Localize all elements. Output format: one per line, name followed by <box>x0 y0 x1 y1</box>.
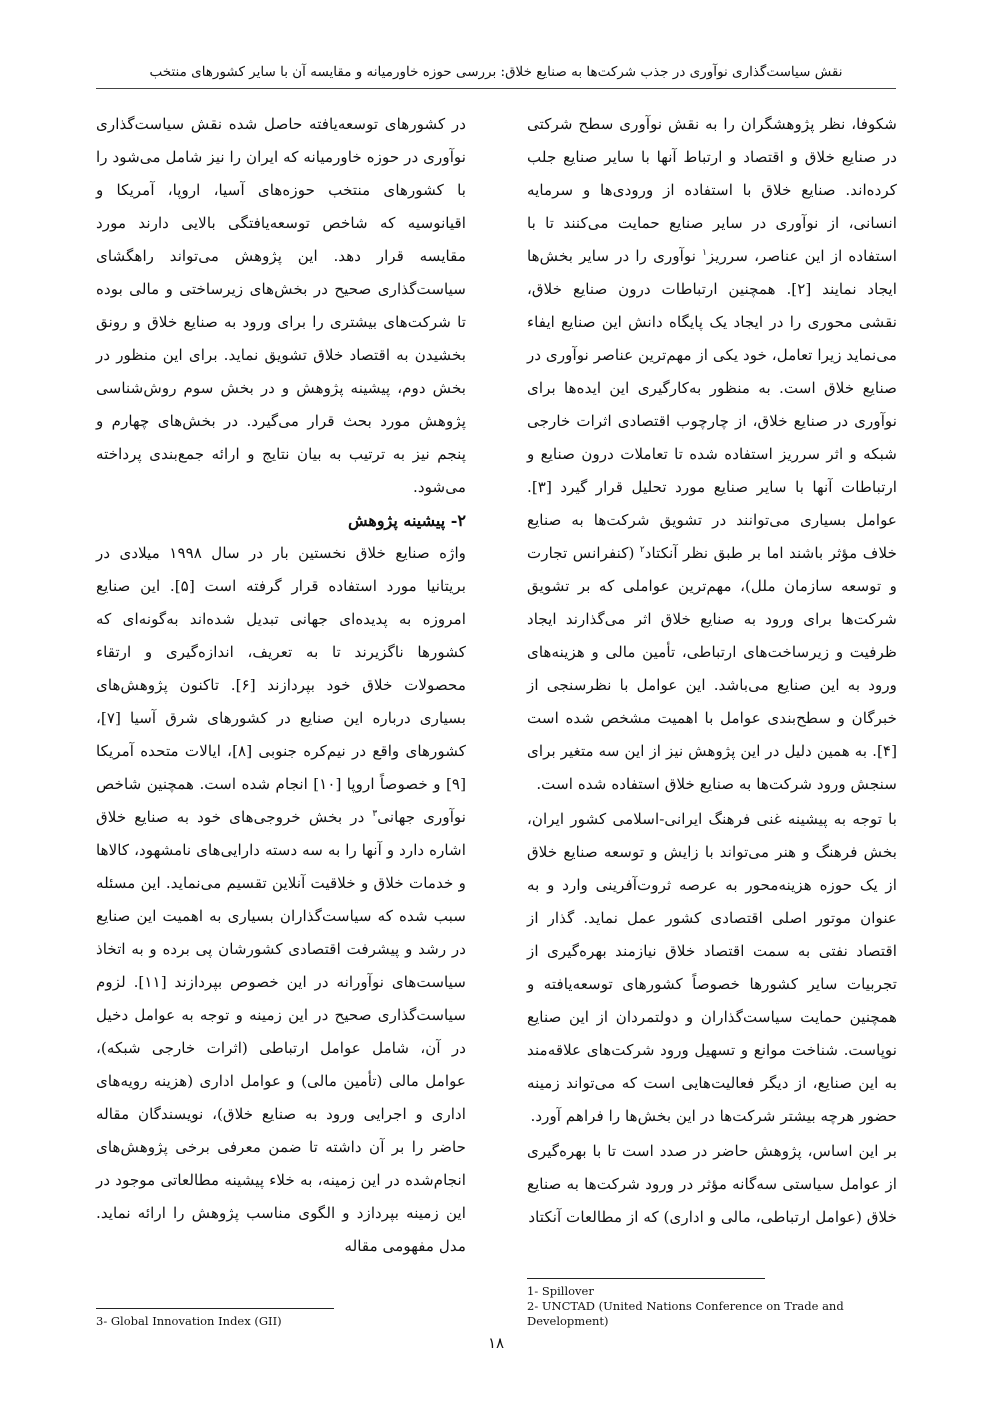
paragraph-text: (کنفرانس تجارت و توسعه سازمان ملل)، مهم‌ترین عواملی که بر تشویق شرکت‌ها برای ورود به صنایع خلاق اثر می‌گذارند ایجاد ظرفیت و زیرساخت‌های ارتباطی، تأمین مالی و هزینه‌های ورود به این صنایع می‌باشد. این عوامل با نظرسنجی از خبرگان و سطح‌بندی عوامل با اهمیت مشخص شده است [۴]. به همین دلیل در این پژوهش نیز از این سه متغیر برای سنجش ورود شرکت‌ها به صنایع خلاق استفاده شده است. <box>527 544 897 793</box>
paragraph: با توجه به پیشینه غنی فرهنگ ایرانی-اسلامی کشور ایران، بخش فرهنگ و هنر می‌تواند با زایش و توسعه صنایع خلاق از یک حوزه هزینه‌محور به عرصه ثروت‌آفرینی وارد و به عنوان موتور اصلی اقتصادی کشور عمل نماید. گذار از اقتصاد نفتی به سمت اقتصاد خلاق نیازمند بهره‌گیری از تجربیات سایر کشورها خصوصاً کشورهای توسعه‌یافته و همچنین حمایت سیاست‌گذاران و دولتمردان از این صنایع نوپاست. شناخت موانع و تسهیل ورود شرکت‌های علاقه‌مند به این صنایع، از دیگر فعالیت‌هایی است که می‌تواند زمینه حضور هرچه بیشتر شرکت‌ها در این بخش‌ها را فراهم آورد. <box>527 810 897 1125</box>
left-column <box>96 108 466 1263</box>
footnote: 2- UNCTAD (United Nations Conference on Trade and Development) <box>527 1299 844 1328</box>
header-rule <box>96 88 896 89</box>
footnote: 3- Global Innovation Index (GII) <box>96 1314 282 1328</box>
section-title: ۲- پیشینه پژوهش <box>347 511 466 530</box>
footnotes-right <box>527 1284 857 1329</box>
paragraph-text: نوآوری را در سایر بخش‌ها ایجاد نمایند [۲]. همچنین ارتباطات درون صنایع خلاق، نقشی محوری را در ایجاد یک پایگاه دانش این صنایع ایفاء می‌نماید زیرا تعامل، خود یکی از مهم‌ترین عناصر نوآوری در صنایع خلاق است. به منظور به‌کارگیری این ایده‌ها برای نوآوری در صنایع خلاق، از چارچوب اقتصادی اثرات خارجی شبکه و اثر سرریز استفاده شده تا تعاملات درون صنایع و ارتباطات آنها با سایر صنایع مورد تحلیل قرار گیرد [۳]. عوامل بسیاری می‌توانند در تشویق شرکت‌ها به صنایع خلاف مؤثر باشند اما بر طبق نظر آنکتاد <box>527 247 897 562</box>
paragraph-text: واژه صنایع خلاق نخستین بار در سال ۱۹۹۸ میلادی در بریتانیا مورد استفاده قرار گرفته است [۵]. این صنایع امروزه به پدیده‌ای جهانی تبدیل شده‌اند به‌گونه‌ای که کشورها ناگزیرند تا به تعریف، اندازه‌گیری و ارتقاء محصولات خلاق خود بپردازند [۶]. تاکنون پژوهش‌های بسیاری درباره این صنایع در کشورهای شرق آسیا [۷]، کشورهای واقع در نیم‌کره جنوبی [۸]، ایالات متحده آمریکا [۹] و خصوصاً اروپا [۱۰] انجام شده است. همچنین شاخص نوآوری جهانی <box>96 544 466 826</box>
paragraph-text: شکوفا، نظر پژوهشگران را به نقش نوآوری سطح شرکتی در صنایع خلاق و اقتصاد و ارتباط آنها با سایر صنایع جلب کرده‌اند. صنایع خلاق با استفاده از ورودی‌ها و سرمایه انسانی، از نوآوری در سایر صنایع حمایت می‌کنند تا با استفاده از این عناصر، سرریز <box>527 115 897 265</box>
paragraph: بر این اساس، پژوهش حاضر در صدد است تا با بهره‌گیری از عوامل سیاستی سه‌گانه مؤثر در ورود شرکت‌ها به صنایع خلاق (عوامل ارتباطی، مالی و اداری) که از مطالعات آنکتاد <box>527 1142 897 1226</box>
footnote-marker: ۲ <box>639 544 645 555</box>
paragraph <box>96 537 466 1263</box>
page-number: ۱۸ <box>487 1334 505 1352</box>
paragraph <box>527 108 897 801</box>
footnote-rule <box>96 1308 334 1309</box>
footnote: 1- Spillover <box>527 1284 594 1298</box>
footnotes-left <box>96 1314 396 1329</box>
paragraph: در کشورهای توسعه‌یافته حاصل شده نقش سیاست‌گذاری نوآوری در حوزه خاورمیانه که ایران را نیز شامل می‌شود را با کشورهای منتخب حوزه‌های آسیا، اروپا، آمریکا و اقیانوسیه که شاخص توسعه‌یافتگی بالایی دارند مورد مقایسه قرار دهد. این پژوهش می‌تواند راهگشای سیاست‌گذاری صحیح در بخش‌های زیرساختی و مالی بوده تا شرکت‌های بیشتری را برای ورود به صنایع خلاق و رونق بخشیدن به اقتصاد خلاق تشویق نماید. برای این منظور در بخش دوم، پیشینه پژوهش و در بخش سوم روش‌شناسی پژوهش مورد بحث قرار می‌گیرد. در بخش‌های چهارم و پنجم نیز به ترتیب به بیان نتایج و ارائه جمع‌بندی پرداخته می‌شود. <box>96 115 466 496</box>
running-header: نقش سیاست‌گذاری نوآوری در جذب شرکت‌ها به صنایع خلاق: بررسی حوزه خاورمیانه و مقایسه آن با سایر کشورهای منتخب <box>149 64 843 80</box>
footnote-marker: ۳ <box>372 808 378 819</box>
paragraph-text: در بخش خروجی‌های خود به صنایع خلاق اشاره دارد و آنها را به سه دسته دارایی‌های نامشهود، کالاها و خدمات خلاق و خلاقیت آنلاین تقسیم می‌نماید. این مسئله سبب شده که سیاست‌گذاران بسیاری به اهمیت این صنایع در رشد و پیشرفت اقتصادی کشورشان پی برده و به اتخاذ سیاست‌های نوآورانه در این خصوص بپردازند [۱۱]. لزوم سیاست‌گذاری صحیح در این زمینه و توجه به عوامل دخیل در آن، شامل عوامل ارتباطی (اثرات خارجی شبکه)، عوامل مالی (تأمین مالی) و عوامل اداری (هزینه رویه‌های اداری و اجرایی ورود به صنایع خلاق)، نویسندگان مقاله حاضر را بر آن داشته تا ضمن معرفی برخی پژوهش‌های انجام‌شده در این زمینه، به خلاء پیشینه مطالعاتی موجود در این زمینه بپردازد و الگوی مناسب پژوهش را ارائه نماید. مدل مفهومی مقاله <box>96 808 466 1255</box>
right-column <box>527 108 897 1234</box>
footnote-marker: ۱ <box>702 247 707 258</box>
footnote-rule <box>527 1278 765 1279</box>
